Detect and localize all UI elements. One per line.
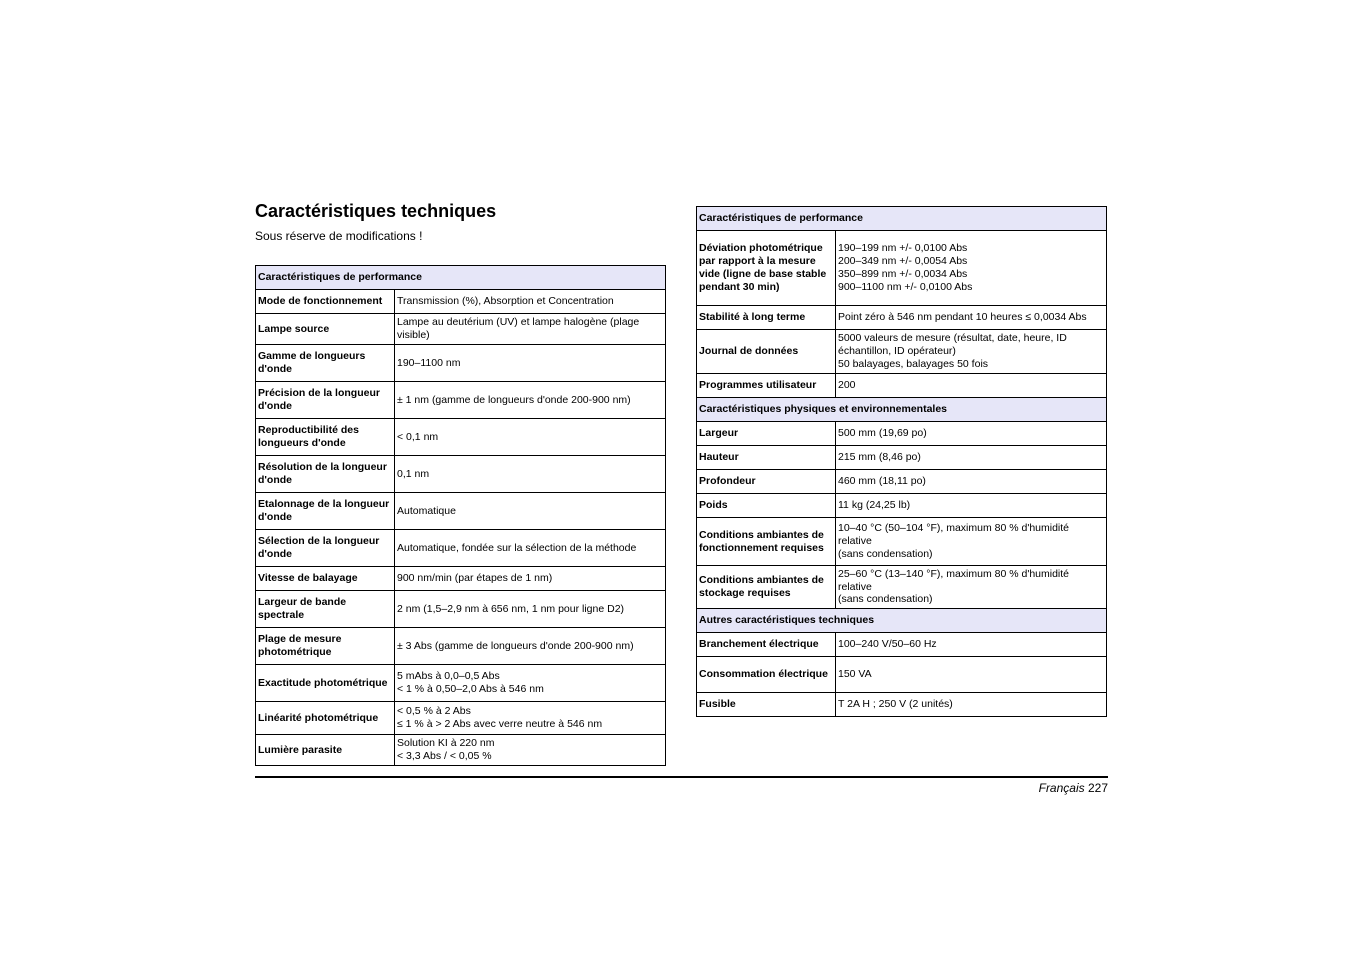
- spec-value-line: Automatique: [397, 504, 456, 517]
- additional-spec-body: [697, 207, 1107, 717]
- spec-value-line: 50 balayages, balayages 50 fois: [838, 357, 989, 370]
- spec-value-line: < 0,1 nm: [397, 430, 439, 443]
- spec-value: [836, 306, 1107, 330]
- performance-spec-body: [256, 266, 666, 766]
- spec-value: [836, 518, 1107, 566]
- spec-value-line: 200–349 nm +/- 0,0054 Abs: [838, 255, 968, 268]
- spec-label: Lampe source: [256, 314, 395, 345]
- spec-value-line: 900–1100 nm +/- 0,0100 Abs: [838, 280, 973, 293]
- table-row: [256, 591, 666, 628]
- spec-label: Poids: [697, 494, 836, 518]
- page-subtitle: Sous réserve de modifications !: [255, 229, 423, 243]
- table-row: [697, 330, 1107, 374]
- table-row: [697, 518, 1107, 566]
- spec-value-line: Automatique, fondée sur la sélection de la méthode: [397, 541, 637, 554]
- table-header-row: [697, 207, 1107, 231]
- spec-value: [395, 530, 666, 567]
- spec-label: Mode de fonctionnement: [256, 290, 395, 314]
- table-row: [256, 665, 666, 702]
- spec-label: Largeur de bande spectrale: [256, 591, 395, 628]
- spec-label: Lumière parasite: [256, 735, 395, 766]
- table-header-row: [697, 398, 1107, 422]
- spec-value-line: < 1 % à 0,50–2,0 Abs à 546 nm: [397, 683, 544, 695]
- spec-label: Etalonnage de la longueur d'onde: [256, 493, 395, 530]
- spec-value: [395, 702, 666, 735]
- table-header-row: [697, 609, 1107, 633]
- spec-value: [836, 231, 1107, 306]
- spec-value: [836, 693, 1107, 717]
- spec-value: [836, 633, 1107, 657]
- table-row: [256, 628, 666, 665]
- table-row: [697, 422, 1107, 446]
- spec-value-line: 500 mm (19,69 po): [838, 427, 927, 440]
- spec-value: [836, 657, 1107, 693]
- spec-value-line: T 2A H ; 250 V (2 unités): [838, 698, 953, 711]
- spec-value-line: 25–60 °C (13–140 °F), maximum 80 % d'humidité relative: [838, 567, 1070, 593]
- spec-value-line: 10–40 °C (50–104 °F), maximum 80 % d'humidité relative: [838, 522, 1070, 548]
- spec-label: Conditions ambiantes de stockage requises: [697, 566, 836, 609]
- table-row: [256, 530, 666, 567]
- spec-label: Résolution de la longueur d'onde: [256, 456, 395, 493]
- spec-value-line: < 3,3 Abs / < 0,05 %: [397, 750, 492, 762]
- spec-label: Vitesse de balayage: [256, 567, 395, 591]
- spec-value-line: 460 mm (18,11 po): [838, 475, 926, 488]
- spec-value: [395, 493, 666, 530]
- additional-spec-table: [696, 206, 1107, 717]
- footer-language: Français: [1038, 781, 1085, 795]
- table-row: [256, 567, 666, 591]
- spec-label: Conditions ambiantes de fonctionnement requises: [697, 518, 836, 566]
- table-row: [697, 657, 1107, 693]
- spec-value: [395, 665, 666, 702]
- spec-value-line: Transmission (%), Absorption et Concentration: [397, 295, 614, 308]
- spec-label: Journal de données: [697, 330, 836, 374]
- spec-label: Sélection de la longueur d'onde: [256, 530, 395, 567]
- page-footer: [1039, 781, 1108, 795]
- spec-value-line: 900 nm/min (par étapes de 1 nm): [397, 572, 553, 585]
- table-row: [256, 702, 666, 735]
- spec-value-line: (sans condensation): [838, 593, 933, 606]
- spec-label: Plage de mesure photométrique: [256, 628, 395, 665]
- spec-value: [836, 494, 1107, 518]
- spec-label: Profondeur: [697, 470, 836, 494]
- spec-value-line: 0,1 nm: [397, 467, 430, 480]
- spec-value: [836, 330, 1107, 374]
- spec-value: [395, 567, 666, 591]
- table-header-cell: Caractéristiques physiques et environnementales: [697, 398, 1107, 422]
- spec-label: Exactitude photométrique: [256, 665, 395, 702]
- spec-value: [395, 345, 666, 382]
- table-row: [256, 456, 666, 493]
- spec-label: Déviation photométrique par rapport à la mesure vide (ligne de base stable pendant 30 min): [697, 231, 836, 306]
- footer-rule: [255, 776, 1108, 778]
- table-header-cell: Autres caractéristiques techniques: [697, 609, 1107, 633]
- spec-value-line: 11 kg (24,25 lb): [838, 499, 911, 512]
- spec-value-line: 215 mm (8,46 po): [838, 451, 921, 464]
- spec-value: [395, 419, 666, 456]
- spec-value: [395, 628, 666, 665]
- spec-value-line: 2 nm (1,5–2,9 nm à 656 nm, 1 nm pour ligne D2): [397, 602, 625, 615]
- spec-value-line: ± 3 Abs (gamme de longueurs d'onde 200-900 nm): [397, 639, 634, 652]
- spec-value-line: ≤ 1 % à > 2 Abs avec verre neutre à 546 nm: [397, 718, 603, 730]
- spec-value: [395, 314, 666, 345]
- spec-value: [836, 446, 1107, 470]
- spec-value-line: 5000 valeurs de mesure (résultat, date, heure, ID échantillon, ID opérateur): [838, 332, 1067, 358]
- spec-value: [395, 290, 666, 314]
- table-header-cell: Caractéristiques de performance: [256, 266, 666, 290]
- spec-value-line: 150 VA: [838, 668, 872, 681]
- spec-value: [836, 470, 1107, 494]
- spec-label: Fusible: [697, 693, 836, 717]
- spec-label: Linéarité photométrique: [256, 702, 395, 735]
- spec-value-line: 200: [838, 379, 856, 392]
- spec-value-line: 190–1100 nm: [397, 356, 461, 369]
- spec-value-line: Solution KI à 220 nm: [397, 737, 495, 750]
- spec-label: Hauteur: [697, 446, 836, 470]
- spec-value-line: 5 mAbs à 0,0–0,5 Abs: [397, 670, 500, 683]
- spec-value: [836, 566, 1107, 609]
- spec-value: [836, 422, 1107, 446]
- spec-value-line: 350–899 nm +/- 0,0034 Abs: [838, 268, 968, 280]
- table-row: [256, 345, 666, 382]
- table-row: [697, 693, 1107, 717]
- spec-value-line: 190–199 nm +/- 0,0100 Abs: [838, 242, 968, 255]
- spec-label: Reproductibilité des longueurs d'onde: [256, 419, 395, 456]
- spec-value: [395, 735, 666, 766]
- table-row: [697, 566, 1107, 609]
- spec-value-line: Lampe au deutérium (UV) et lampe halogène (plage visible): [397, 316, 640, 341]
- table-row: [697, 633, 1107, 657]
- table-header-cell: Caractéristiques de performance: [697, 207, 1107, 231]
- table-row: [256, 290, 666, 314]
- table-row: [256, 314, 666, 345]
- spec-label: Précision de la longueur d'onde: [256, 382, 395, 419]
- table-row: [256, 382, 666, 419]
- spec-value: [395, 382, 666, 419]
- table-row: [697, 306, 1107, 330]
- spec-label: Largeur: [697, 422, 836, 446]
- spec-value-line: 100–240 V/50–60 Hz: [838, 638, 937, 651]
- spec-value: [395, 456, 666, 493]
- spec-value-line: < 0,5 % à 2 Abs: [397, 705, 471, 718]
- spec-label: Consommation électrique: [697, 657, 836, 693]
- spec-label: Branchement électrique: [697, 633, 836, 657]
- spec-value: [395, 591, 666, 628]
- spec-value: [836, 374, 1107, 398]
- table-row: [256, 419, 666, 456]
- spec-label: Gamme de longueurs d'onde: [256, 345, 395, 382]
- page-title: Caractéristiques techniques: [255, 201, 497, 221]
- table-row: [697, 231, 1107, 306]
- table-row: [697, 494, 1107, 518]
- footer-page-number: 227: [1087, 781, 1108, 795]
- performance-spec-table: [255, 265, 666, 766]
- table-row: [256, 735, 666, 766]
- table-row: [697, 446, 1107, 470]
- table-header-row: [256, 266, 666, 290]
- table-row: [697, 374, 1107, 398]
- table-row: [697, 470, 1107, 494]
- spec-label: Stabilité à long terme: [697, 306, 836, 330]
- spec-value-line: Point zéro à 546 nm pendant 10 heures ≤ 0,0034 Abs: [838, 311, 1087, 324]
- table-row: [256, 493, 666, 530]
- spec-value-line: (sans condensation): [838, 547, 933, 560]
- spec-label: Programmes utilisateur: [697, 374, 836, 398]
- spec-value-line: ± 1 nm (gamme de longueurs d'onde 200-900 nm): [397, 393, 631, 406]
